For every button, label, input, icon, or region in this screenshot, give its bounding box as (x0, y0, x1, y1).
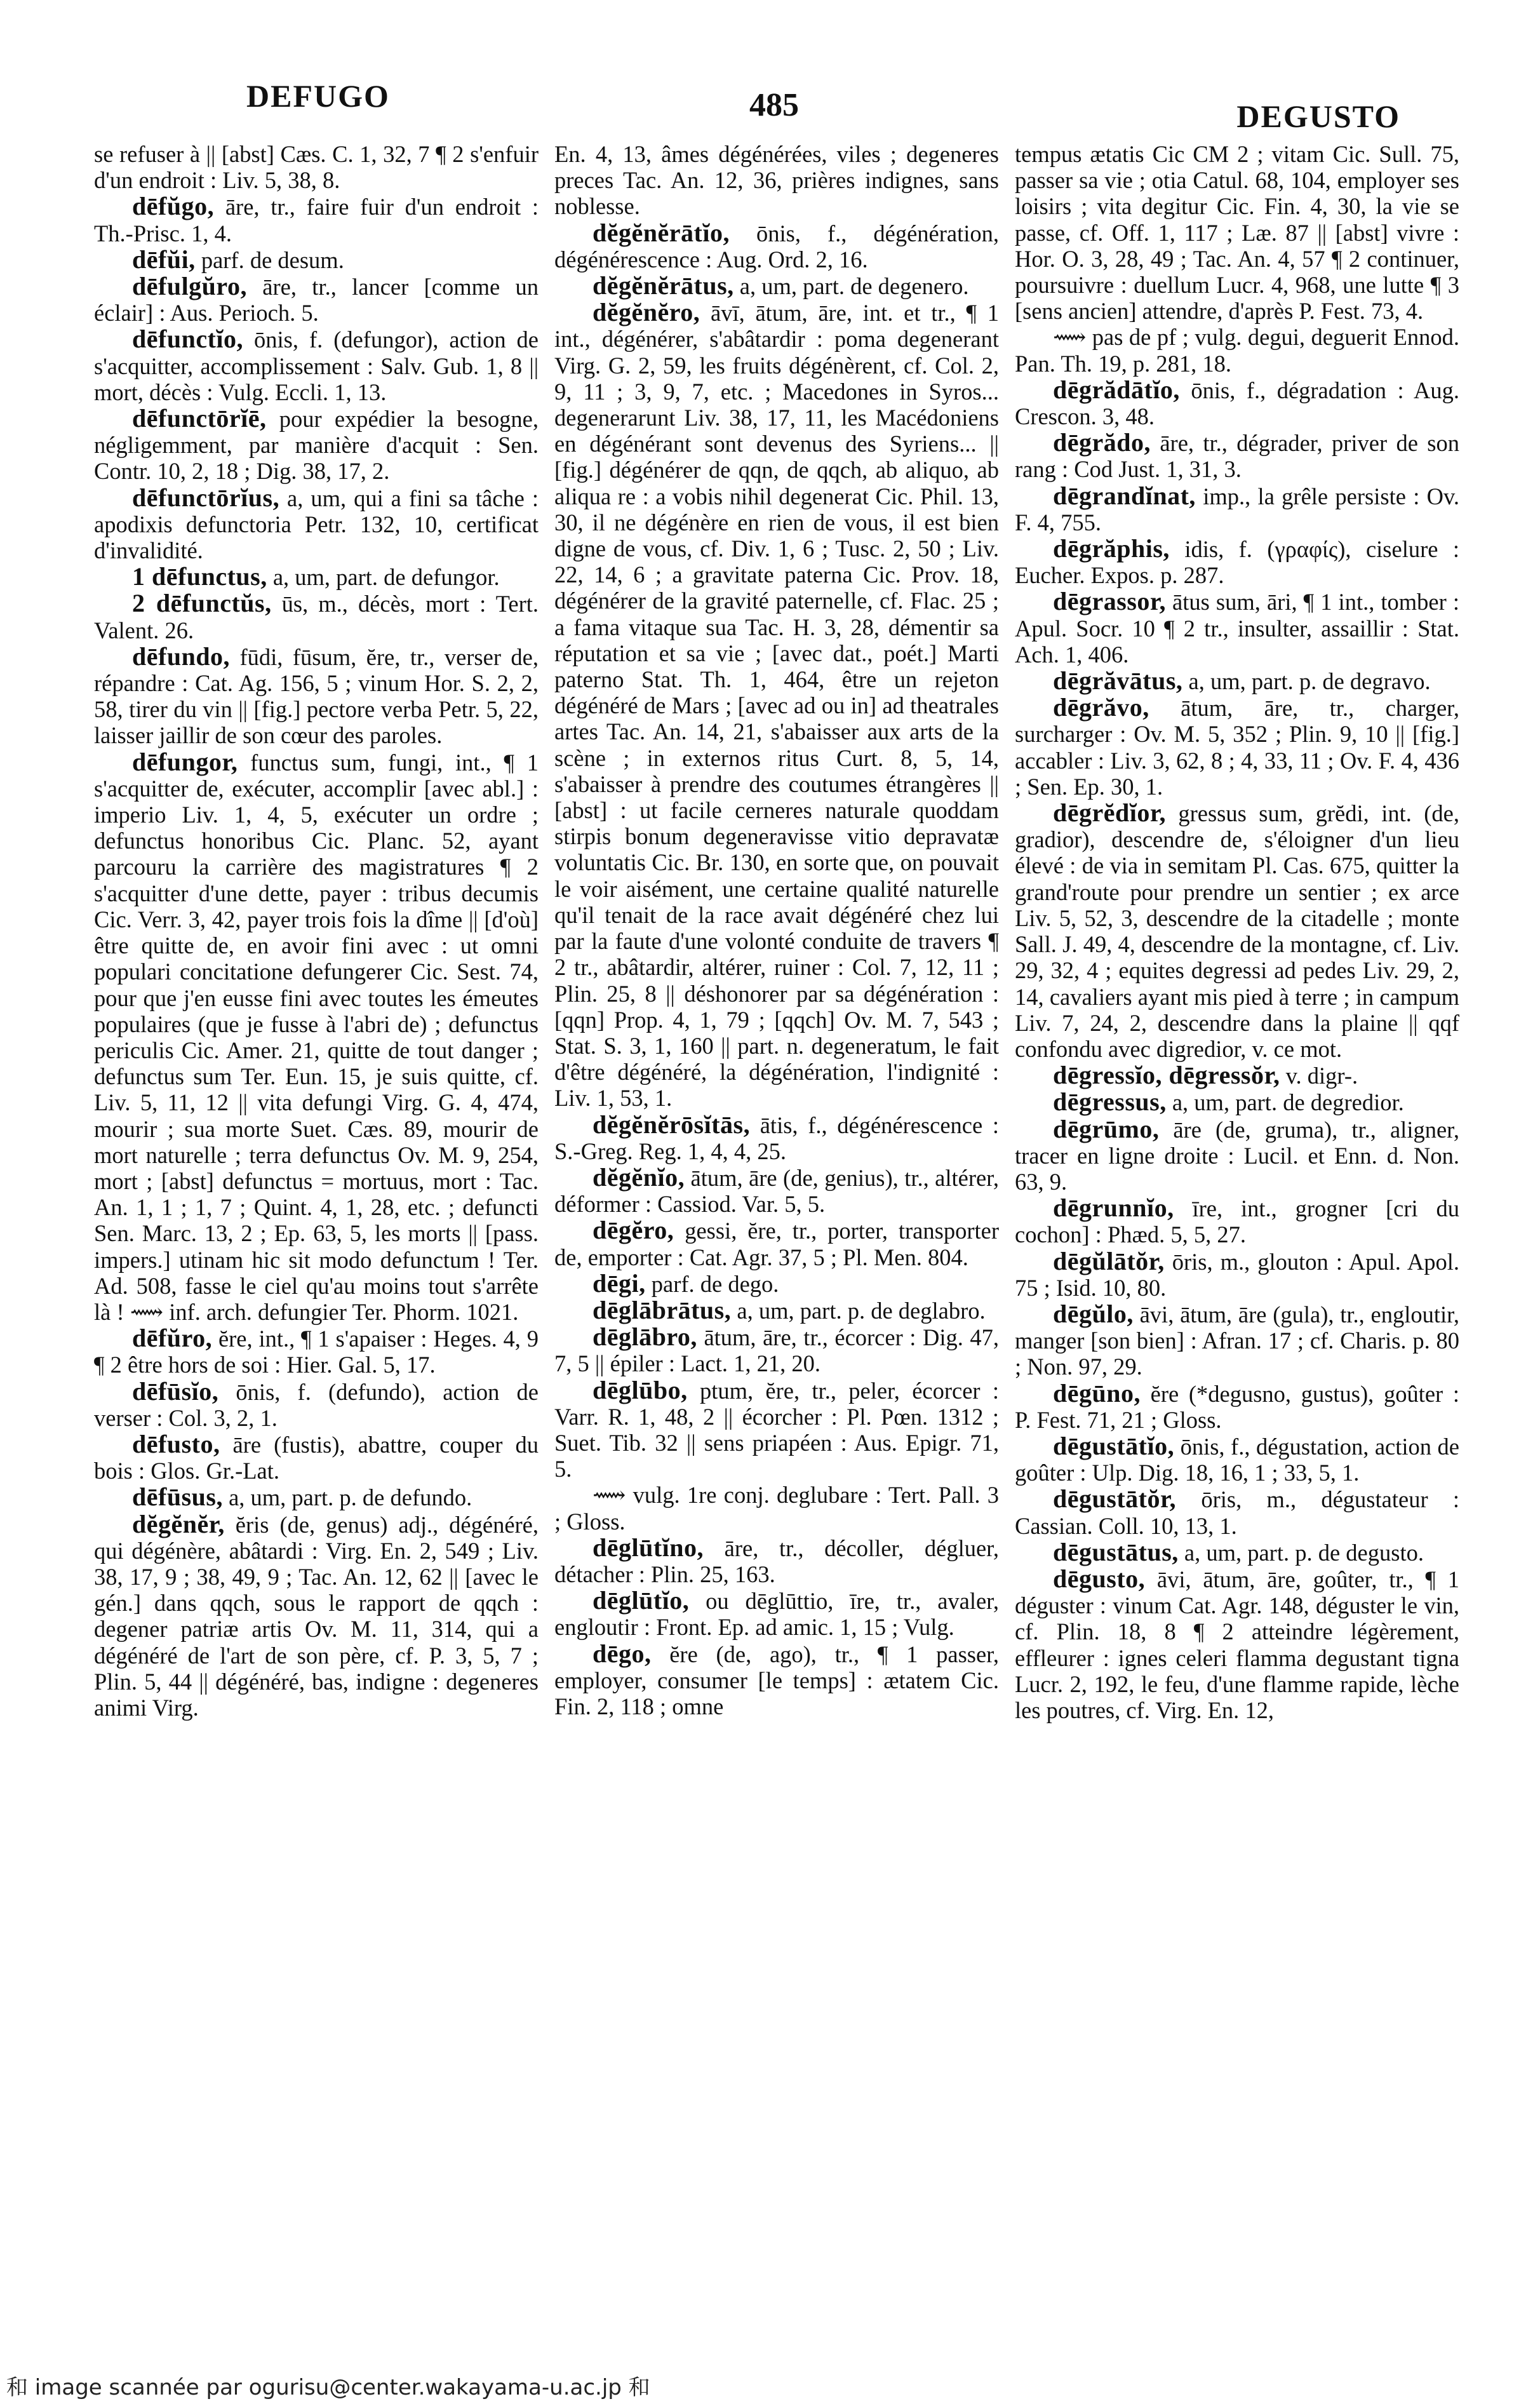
entry-definition: gessi, ĕre, tr., porter, transporter de, emporter : Cat. Agr. 37, 5 ; Pl. Men. 804. (554, 1218, 999, 1270)
entry-headword: dēgrĕdĭor, (1053, 798, 1166, 828)
entry-definition: En. 4, 13, âmes dégénérées, viles ; degeneres preces Tac. An. 12, 36, prières indignes, sans noblesse. (554, 141, 999, 220)
running-head (127, 71, 1445, 134)
entry-headword: dēgrăvo, (1053, 693, 1149, 722)
entry-headword: dēgrassor, (1053, 587, 1166, 616)
entry-definition: āre (fustis), abattre, couper du bois : Glos. Gr.-Lat. (94, 1431, 539, 1484)
entry-definition: āre, tr., décoller, dégluer, détacher : Plin. 25, 163. (554, 1535, 999, 1587)
dictionary-entry (1015, 668, 1459, 694)
dictionary-entry (1015, 429, 1459, 482)
entry-definition: ātis, f., dégénérescence : S.-Greg. Reg. 1, 4, 4, 25. (554, 1112, 999, 1164)
dictionary-entry (1015, 1566, 1459, 1723)
dictionary-entry (554, 299, 999, 1111)
entry-definition: functus sum, fungi, int., ¶ 1 s'acquitter de, exécuter, accomplir [avec abl.] : imperio Liv. 1, 4, 5, exécuter un ordre ; defunctus honoribus Cic. Planc. 52, ayant parcouru la carrière des magistratures ¶ 2 s'acquitter d'une dette, payer : tribus decumis Cic. Verr. 3, 42, payer trois fois la dîme || [d'où] être quitte de, en avoir fini avec : ut omni populari concitatione defungerer Cic. Sest. 74, pour que j'en eusse fini avec toutes les émeutes populaires (que je fusse à l'abri de) ; defunctus periculis Cic. Amer. 21, quitte de tout danger ; defunctus sum Ter. Eun. 15, je suis quitte, cf. Liv. 5, 11, 12 || vita defungi Virg. G. 4, 474, mourir ; sua morte Suet. Cæs. 89, mourir de mort naturelle ; terra defunctus Ov. M. 9, 254, mort ; [abst] defunctus = mortuus, mort : Tac. An. 1, 1 ; 1, 7 ; Quint. 4, 1, 28, etc. ; defuncti Sen. Marc. 13, 2 ; Ep. 63, 5, les morts || [pass. impers.] utinam hic sit modo defunctum ! Ter. Ad. 508, fasse le ciel qu'au moins tout s'arrête là ! ⟿ inf. arch. defungier Ter. Phorm. 1021. (94, 749, 539, 1325)
entry-headword: dēfŭro, (132, 1324, 213, 1353)
dictionary-entry (554, 1270, 999, 1297)
dictionary-entry (554, 272, 999, 299)
entry-headword: dēgŭlātŏr, (1053, 1246, 1165, 1275)
dictionary-entry (94, 643, 539, 749)
dictionary-entry (94, 1325, 539, 1378)
dictionary-entry (1015, 1089, 1459, 1115)
entry-definition: ātum, āre (de, genius), tr., altérer, déformer : Cassiod. Var. 5, 5. (554, 1164, 999, 1218)
dictionary-entry (1015, 1301, 1459, 1380)
entry-definition: a, um, part. p. de degusto. (1184, 1539, 1424, 1566)
entry-definition: tempus ætatis Cic CM 2 ; vitam Cic. Sull. 75, passer sa vie ; otia Catul. 68, 104, employer ses loisirs ; vita degitur Cic. Fin. 4, 30, la vie se passe, cf. Off. 1, 117 ; Læ. 87 || [abst] vivre : Hor. O. 3, 28, 49 ; Tac. An. 4, 57 ¶ 2 continuer, poursuivre : duellum Lucr. 4, 968, une lutte ¶ 3 [sens ancien] attendre, d'après P. Fest. 73, 4. (1015, 141, 1459, 325)
entry-definition: ĕre (*degusno, gustus), goûter : P. Fest. 71, 21 ; Gloss. (1015, 1380, 1459, 1433)
entry-definition: īre, int., grogner [cri du cochon] : Phæd. 5, 5, 27. (1015, 1195, 1459, 1248)
entry-headword: dēfunctōrĭus, (132, 483, 280, 512)
entry-headword: dĕgĕnĕrātus, (593, 271, 734, 300)
dictionary-entry (1015, 1248, 1459, 1301)
entry-definition: a, um, part. de degenero. (739, 273, 969, 300)
entry-headword: dēfŭi, (132, 245, 196, 274)
dictionary-entry (1015, 535, 1459, 588)
entry-headword: dēglābro, (593, 1322, 697, 1352)
dictionary-entry (554, 1377, 999, 1482)
entry-headword: dēfŭgo, (132, 192, 215, 221)
dictionary-entry (94, 1378, 539, 1431)
entry-definition: a, um, qui a fini sa tâche : apodixis defunctoria Petr. 132, 10, certificat d'invalidité. (94, 485, 539, 564)
entry-definition: gressus sum, grĕdi, int. (de, gradior), descendre de, s'éloigner d'un lieu élevé : de via in semitam Pl. Cas. 675, quitter la grand'route pour prendre un sentier ; ex arce Liv. 5, 52, 3, descendre de la citadelle ; monte Sall. J. 49, 4, descendre de la montagne, cf. Liv. 29, 32, 4 ; equites degressi ad pedes Liv. 29, 2, 14, cavaliers ayant mis pied à terre ; in campum Liv. 7, 24, 2, descendre dans la plaine || qqf confondu avec digredior, v. ce mot. (1015, 800, 1459, 1062)
entry-definition: ōris, m., glouton : Apul. Apol. 75 ; Isid. 10, 80. (1015, 1248, 1459, 1301)
dictionary-entry (94, 485, 539, 564)
entry-headword: dēfunctĭo, (132, 325, 243, 354)
entry-headword: dĕgĕnĕrātĭo, (593, 218, 730, 247)
dictionary-entry (94, 141, 539, 193)
column-right (1015, 141, 1459, 2313)
entry-headword: dĕgĕnĕrōsĭtās, (593, 1110, 751, 1139)
scan-credit: 和 image scannée par ogurisu@center.wakayama-u.ac.jp 和 (6, 2375, 650, 2400)
entry-headword: dĕgĕnĭo, (593, 1162, 685, 1192)
dictionary-entry (94, 273, 539, 326)
entry-headword: dēgrandĭnat, (1053, 481, 1196, 510)
entry-headword: dēfūsĭo, (132, 1376, 219, 1406)
entry-headword: dēgĕro, (593, 1216, 674, 1245)
entry-definition: ĕre (de, ago), tr., ¶ 1 passer, employer, consumer [le temps] : ætatem Cic. Fin. 2, 118 ; omne (554, 1641, 999, 1719)
entry-headword: dēgrădo, (1053, 428, 1151, 457)
entry-definition: a, um, part. p. de degravo. (1188, 668, 1431, 695)
entry-headword: dēgressĭo, dēgressŏr, (1053, 1061, 1280, 1090)
dictionary-entry (1015, 1433, 1459, 1486)
dictionary-entry (1015, 1539, 1459, 1566)
entry-definition: ātum, āre, tr., écorcer : Dig. 47, 7, 5 || épiler : Lact. 1, 21, 20. (554, 1324, 999, 1377)
entry-definition: pour expédier la besogne, négligemment, par manière d'acquit : Sen. Contr. 10, 2, 18 ; Dig. 38, 17, 2. (94, 406, 539, 485)
entry-headword: dēgŭlo, (1053, 1299, 1134, 1328)
dictionary-entry (554, 1297, 999, 1324)
dictionary-entry (94, 193, 539, 246)
dictionary-entry (1015, 1486, 1459, 1538)
entry-definition: a, um, part. de degredior. (1172, 1089, 1404, 1116)
column-middle (554, 141, 999, 2313)
entry-definition: āre, tr., dégrader, priver de son rang : Cod Just. 1, 31, 3. (1015, 430, 1459, 483)
dictionary-entry (94, 1511, 539, 1721)
entry-definition: āre, tr., lancer [comme un éclair] : Aus. Perioch. 5. (94, 274, 539, 326)
entry-definition: parf. de dego. (651, 1270, 779, 1297)
dictionary-entry (554, 1217, 999, 1270)
entry-definition: a, um, part. p. de deglabro. (737, 1297, 986, 1324)
entry-definition: idis, f. (γραφίς), ciselure : Eucher. Expos. p. 287. (1015, 536, 1459, 589)
dictionary-entry (554, 1641, 999, 1720)
dictionary-entry (1015, 324, 1459, 376)
entry-definition: imp., la grêle persiste : Ov. F. 4, 755. (1015, 483, 1459, 535)
entry-definition: ūs, m., décès, mort : Tert. Valent. 26. (94, 591, 539, 643)
entry-headword: 2 dēfunctŭs, (132, 589, 272, 618)
entry-definition: a, um, part. de defungor. (272, 564, 500, 591)
entry-definition: se refuser à || [abst] Cæs. C. 1, 32, 7 ¶ 2 s'enfuir d'un endroit : Liv. 5, 38, 8. (94, 141, 539, 194)
dictionary-entry (554, 141, 999, 220)
dictionary-entry (1015, 1195, 1459, 1247)
dictionary-entry (1015, 483, 1459, 535)
entry-definition: āre (de, gruma), tr., aligner, tracer en ligne droite : Lucil. et Enn. d. Non. 63, 9. (1015, 1116, 1459, 1195)
header-left-guideword: DEFUGO (246, 78, 390, 114)
dictionary-entry (1015, 141, 1459, 324)
entry-headword: dēgi, (593, 1268, 646, 1298)
entry-definition: āvī, ātum, āre, int. et tr., ¶ 1 int., dégénérer, s'abâtardir : poma degenerant Virg. G. 2, 59, les fruits dégénèrent, cf. Col. 2, 9, 11 ; 3, 9, 7, etc. ; Macedones in Syros... degenerarunt Liv. 38, 17, 11, les Macédoniens en dégénérant sont devenus des Syriens... || [fig.] dégénérer de qqn, de qqch, ab aliquo, ab aliqua re : a vobis nihil degenerat Cic. Phil. 13, 30, il ne dégénère en rien de vous, il est bien digne de vous, cf. Div. 1, 6 ; Tusc. 2, 50 ; Liv. 22, 14, 6 ; a gravitate paterna Cic. Prov. 18, dégénérer de la gravité paternelle, cf. Flac. 25 ; a fama vitaque sua Tac. H. 3, 28, démentir sa réputation et sa vie ; [avec dat., poét.] Marti paterno Stat. Th. 1, 464, être un rejeton dégénéré de Mars ; [avec ad ou in] ad theatrales artes Tac. An. 14, 21, s'abaisser aux arts de la scène ; in externos ritus Curt. 8, 5, 14, s'abaisser à prendre des coutumes étrangères || [abst] : ut facile cerneres naturale quoddam stirpis bonum degeneravisse vitio depravatæ voluntatis Cic. Br. 130, en sorte que, on pouvait le voir aisément, une certaine qualité naturelle qu'il tenait de la race avait dégénéré chez lui par la faute d'une volonté conduite de travers ¶ 2 tr., abâtardir, altérer, ruiner : Col. 7, 12, 11 ; Plin. 25, 8 || déshonorer par sa dégénération : [qqn] Prop. 4, 1, 79 ; [qqch] Ov. M. 7, 543 ; Stat. S. 3, 1, 160 || part. n. degeneratum, le fait d'être dégénéré, la dégénération, l'indignité : Liv. 1, 53, 1. (554, 300, 999, 1112)
header-right-guideword: DEGUSTO (1236, 98, 1400, 134)
entry-headword: dēgrădātĭo, (1053, 375, 1180, 404)
dictionary-entry (1015, 1116, 1459, 1195)
dictionary-entry (554, 220, 999, 272)
entry-headword: dēgusto, (1053, 1564, 1146, 1593)
dictionary-entry (554, 1482, 999, 1534)
dictionary-entry (1015, 588, 1459, 668)
entry-definition: ōris, m., dégustateur : Cassian. Coll. 10, 13, 1. (1015, 1486, 1459, 1539)
entry-definition: a, um, part. p. de defundo. (229, 1484, 472, 1511)
entry-definition: ātum, āre, tr., charger, surcharger : Ov. M. 5, 352 ; Plin. 9, 10 || [fig.] accabler : Liv. 3, 62, 8 ; 4, 33, 11 ; Ov. F. 4, 436 ; Sen. Ep. 30, 1. (1015, 695, 1459, 800)
entry-definition: ātus sum, āri, ¶ 1 int., tomber : Apul. Socr. 10 ¶ 2 tr., insulter, assaillir : Stat. Ach. 1, 406. (1015, 589, 1459, 668)
dictionary-entry (94, 1431, 539, 1484)
entry-headword: dēglūbo, (593, 1375, 688, 1404)
dictionary-entry (94, 246, 539, 273)
dictionary-entry (554, 1112, 999, 1164)
dictionary-entry (94, 405, 539, 485)
entry-definition: fūdi, fūsum, ĕre, tr., verser de, répandre : Cat. Ag. 156, 5 ; vinum Hor. S. 2, 2, 58, tirer du vin || [fig.] pectore verba Petr. 5, 22, laisser jaillir de son cœur des paroles. (94, 643, 539, 749)
entry-headword: dēfundo, (132, 642, 231, 671)
entry-headword: dēgrūmo, (1053, 1114, 1160, 1143)
entry-headword: dēgūno, (1053, 1378, 1141, 1408)
entry-definition: ōnis, f., dégustation, action de goûter : Ulp. Dig. 18, 16, 1 ; 33, 5, 1. (1015, 1433, 1459, 1486)
dictionary-entry (1015, 800, 1459, 1062)
entry-headword: dēfulgŭro, (132, 272, 247, 301)
entry-headword: dēfūsus, (132, 1482, 223, 1512)
entry-headword: dēfungor, (132, 747, 238, 776)
entry-headword: 1 dēfunctus, (132, 562, 267, 591)
entry-definition: ou dēglūttio, īre, tr., avaler, engloutir : Front. Ep. ad amic. 1, 15 ; Vulg. (554, 1588, 999, 1641)
entry-headword: dĕgĕnĕro, (593, 298, 700, 327)
entry-headword: dēgressus, (1053, 1087, 1167, 1117)
entry-headword: dēfunctōrĭē, (132, 404, 267, 433)
entry-definition: ⟿ vulg. 1re conj. deglubare : Tert. Pall. 3 ; Gloss. (554, 1482, 999, 1535)
entry-headword: dēgrunnĭo, (1053, 1193, 1174, 1223)
dictionary-entry (1015, 1380, 1459, 1433)
dictionary-entry (94, 326, 539, 405)
entry-definition: parf. de desum. (201, 246, 344, 273)
entry-headword: dēglūtĭno, (593, 1533, 704, 1562)
entry-headword: dēfusto, (132, 1429, 220, 1458)
entry-definition: āvi, ātum, āre (gula), tr., engloutir, manger [son bien] : Afran. 17 ; cf. Charis. p. 80 ; Non. 97, 29. (1015, 1301, 1459, 1380)
entry-headword: dēgrăvātus, (1053, 666, 1183, 696)
entry-definition: ĕre, int., ¶ 1 s'apaiser : Heges. 4, 9 ¶ 2 être hors de soi : Hier. Gal. 5, 17. (94, 1326, 539, 1378)
dictionary-entry (94, 563, 539, 590)
entry-headword: dēgo, (593, 1639, 652, 1668)
entry-headword: dēgustātĭo, (1053, 1431, 1175, 1460)
entry-definition: ōnis, f. (defungor), action de s'acquitter, accomplissement : Salv. Gub. 1, 8 || mort, décès : Vulg. Eccli. 1, 13. (94, 326, 539, 405)
dictionary-entry (94, 590, 539, 643)
entry-headword: dēglābrātus, (593, 1295, 732, 1324)
text-columns (94, 141, 1459, 2313)
entry-definition: āvi, ātum, āre, goûter, tr., ¶ 1 déguster : vinum Cat. Agr. 148, déguster le vin, cf. Plin. 18, 8 ¶ 2 atteindre légèrement, effleurer : ignes celeri flamma degustant tigna Lucr. 2, 192, le feu, d'une flamme rapide, lèche les poutres, cf. Virg. En. 12, (1015, 1566, 1459, 1723)
dictionary-entry (554, 1535, 999, 1587)
entry-headword: dĕgĕnĕr, (132, 1509, 225, 1538)
entry-definition: ōnis, f., dégradation : Aug. Crescon. 3, 48. (1015, 377, 1459, 430)
column-left (94, 141, 539, 2313)
dictionary-entry (1015, 694, 1459, 800)
entry-headword: dēglūtĭo, (593, 1586, 690, 1615)
entry-definition: ⟿ pas de pf ; vulg. degui, deguerit Ennod. Pan. Th. 19, p. 281, 18. (1015, 324, 1459, 377)
entry-definition: ōnis, f., dégénération, dégénérescence : Aug. Ord. 2, 16. (554, 220, 999, 272)
entry-headword: dēgustātus, (1053, 1537, 1179, 1566)
entry-headword: dēgustātŏr, (1053, 1484, 1177, 1514)
entry-definition: ĕris (de, genus) adj., dégénéré, qui dégénère, abâtardi : Virg. En. 2, 549 ; Liv. 38, 17, 9 ; 38, 49, 9 ; Tac. An. 12, 62 || [avec le gén.] dans qqch, sous le rapport de qqch : degener patriæ artis Ov. M. 11, 314, qui a dégénéré de l'art de son père, cf. P. 3, 5, 7 ; Plin. 5, 44 || dégénéré, bas, indigne : degeneres animi Virg. (94, 1511, 539, 1721)
entry-definition: āre, tr., faire fuir d'un endroit : Th.-Prisc. 1, 4. (94, 194, 539, 246)
entry-headword: dēgrăphis, (1053, 534, 1170, 563)
entry-definition: ōnis, f. (defundo), action de verser : Col. 3, 2, 1. (94, 1378, 539, 1431)
page-number: 485 (749, 87, 799, 123)
dictionary-entry (94, 749, 539, 1325)
dictionary-entry (94, 1484, 539, 1510)
entry-definition: ptum, ĕre, tr., peler, écorcer : Varr. R. 1, 48, 2 || écorcher : Pl. Pœn. 1312 ; Suet. Tib. 32 || sens priapéen : Aus. Epigr. 71, 5. (554, 1377, 999, 1482)
dictionary-entry (1015, 1062, 1459, 1089)
dictionary-entry (554, 1164, 999, 1217)
dictionary-entry (554, 1587, 999, 1640)
entry-definition: v. digr-. (1285, 1063, 1358, 1089)
dictionary-entry (554, 1324, 999, 1376)
dictionary-entry (1015, 377, 1459, 429)
